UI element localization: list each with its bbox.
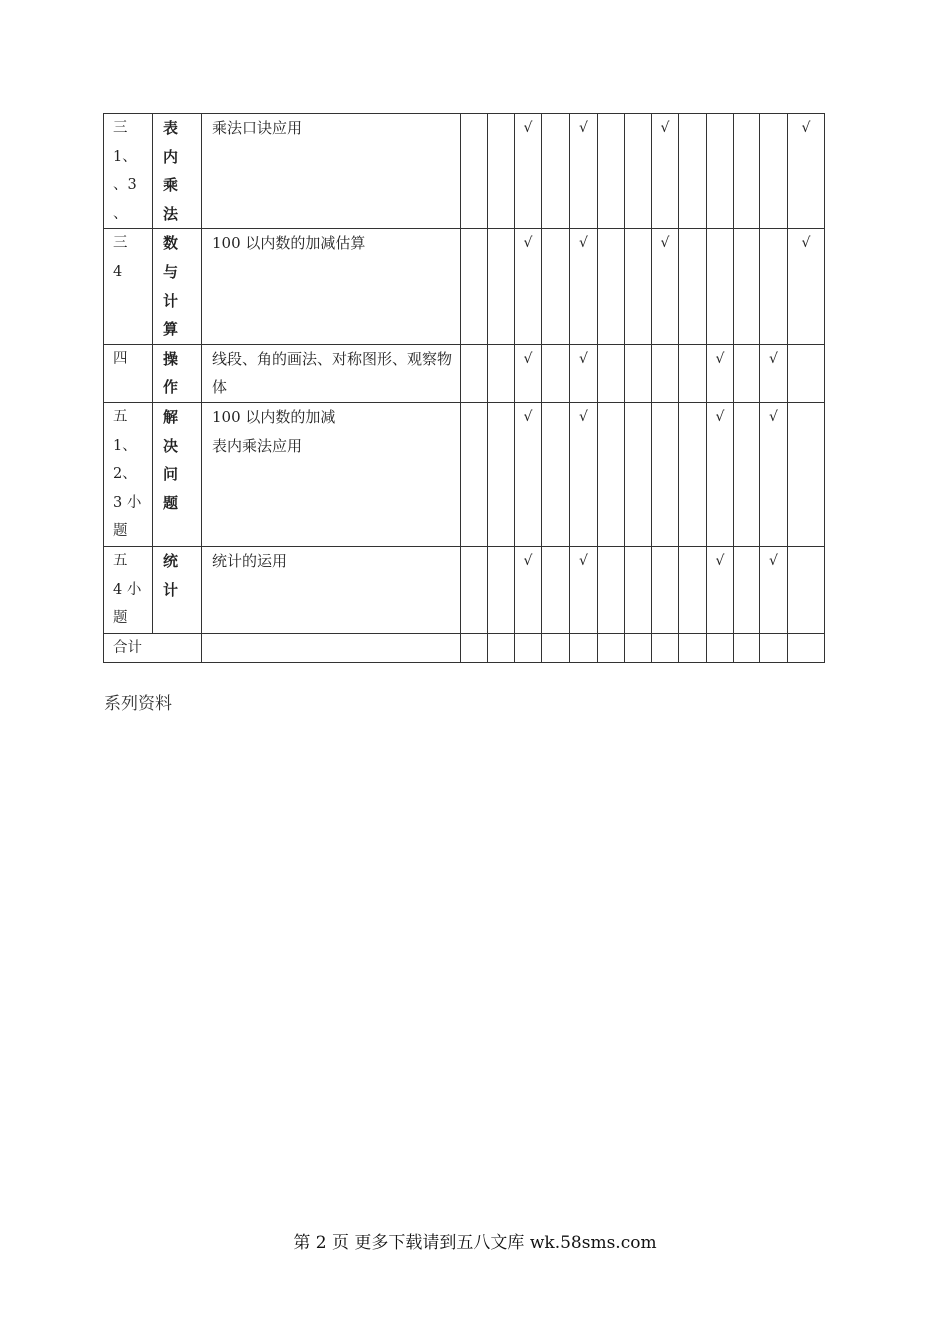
total-cell: [707, 633, 734, 663]
mark-cell: √: [515, 402, 542, 546]
mark-cell: [542, 114, 570, 229]
total-content-cell: [202, 633, 461, 663]
mark-cell: [598, 229, 625, 344]
mark-cell: [598, 344, 625, 402]
mark-cell: √: [652, 229, 679, 344]
mark-cell: [598, 546, 625, 633]
row-content-cell: 统计的运用: [202, 546, 461, 633]
mark-cell: [652, 402, 679, 546]
mark-cell: [542, 344, 570, 402]
row-category-cell: 解 决 问 题: [153, 402, 202, 546]
mark-cell: √: [570, 114, 598, 229]
mark-cell: √: [760, 546, 788, 633]
mark-cell: √: [707, 546, 734, 633]
mark-cell: [461, 402, 488, 546]
mark-cell: [461, 114, 488, 229]
mark-cell: [707, 229, 734, 344]
row-category-cell: 表 内 乘 法: [153, 114, 202, 229]
mark-cell: √: [570, 229, 598, 344]
total-label: 合计: [104, 633, 202, 663]
total-cell: [652, 633, 679, 663]
mark-cell: [679, 229, 707, 344]
row-id-cell: 四: [104, 344, 153, 402]
row-id-cell: 三 4: [104, 229, 153, 344]
mark-cell: √: [570, 546, 598, 633]
row-content-cell: 100 以内数的加减估算: [202, 229, 461, 344]
total-cell: [679, 633, 707, 663]
total-cell: [788, 633, 825, 663]
mark-cell: [625, 114, 652, 229]
mark-cell: [760, 114, 788, 229]
page-footer: 第 2 页 更多下载请到五八文库 wk.58sms.com: [293, 1233, 657, 1253]
mark-cell: [734, 546, 760, 633]
table-row: [104, 546, 825, 633]
mark-cell: [760, 229, 788, 344]
mark-cell: [461, 229, 488, 344]
mark-cell: [488, 229, 515, 344]
mark-cell: [734, 402, 760, 546]
mark-cell: [542, 229, 570, 344]
mark-cell: [679, 114, 707, 229]
row-id-cell: 五 1、 2、 3 小 题: [104, 402, 153, 546]
total-cell: [515, 633, 542, 663]
series-note: 系列资料: [104, 694, 172, 714]
mark-cell: [788, 546, 825, 633]
table-row: [104, 402, 825, 546]
total-cell: [542, 633, 570, 663]
row-category-cell: 操 作: [153, 344, 202, 402]
total-cell: [625, 633, 652, 663]
mark-cell: [461, 546, 488, 633]
mark-cell: [679, 402, 707, 546]
total-cell: [760, 633, 788, 663]
mark-cell: [652, 344, 679, 402]
mark-cell: [625, 546, 652, 633]
total-cell: [598, 633, 625, 663]
mark-cell: [679, 344, 707, 402]
total-cell: [488, 633, 515, 663]
mark-cell: √: [515, 344, 542, 402]
mark-cell: [598, 402, 625, 546]
mark-cell: √: [788, 114, 825, 229]
mark-cell: √: [788, 229, 825, 344]
row-category-cell: 统 计: [153, 546, 202, 633]
mark-cell: √: [515, 546, 542, 633]
mark-cell: [707, 114, 734, 229]
mark-cell: [542, 402, 570, 546]
mark-cell: [598, 114, 625, 229]
mark-cell: √: [652, 114, 679, 229]
row-id-cell: 五 4 小 题: [104, 546, 153, 633]
mark-cell: [788, 402, 825, 546]
mark-cell: [679, 546, 707, 633]
mark-cell: [734, 344, 760, 402]
mark-cell: [625, 402, 652, 546]
mark-cell: √: [707, 402, 734, 546]
total-row: [104, 633, 825, 663]
row-content-cell: 100 以内数的加减 表内乘法应用: [202, 402, 461, 546]
row-category-cell: 数 与 计 算: [153, 229, 202, 344]
mark-cell: √: [515, 114, 542, 229]
mark-cell: [625, 344, 652, 402]
mark-cell: √: [760, 344, 788, 402]
mark-cell: [734, 229, 760, 344]
mark-cell: [542, 546, 570, 633]
assessment-table: [103, 113, 825, 663]
mark-cell: √: [707, 344, 734, 402]
mark-cell: √: [570, 402, 598, 546]
mark-cell: [488, 344, 515, 402]
mark-cell: [734, 114, 760, 229]
table-row: [104, 344, 825, 402]
mark-cell: √: [760, 402, 788, 546]
mark-cell: [488, 114, 515, 229]
total-cell: [734, 633, 760, 663]
mark-cell: √: [515, 229, 542, 344]
total-cell: [570, 633, 598, 663]
mark-cell: [652, 546, 679, 633]
table-row: [104, 114, 825, 229]
row-id-cell: 三 1、 、3 、: [104, 114, 153, 229]
mark-cell: [788, 344, 825, 402]
total-cell: [461, 633, 488, 663]
mark-cell: [488, 402, 515, 546]
mark-cell: [488, 546, 515, 633]
row-content-cell: 乘法口诀应用: [202, 114, 461, 229]
mark-cell: [625, 229, 652, 344]
mark-cell: [461, 344, 488, 402]
table-row: [104, 229, 825, 344]
row-content-cell: 线段、角的画法、对称图形、观察物体: [202, 344, 461, 402]
mark-cell: √: [570, 344, 598, 402]
